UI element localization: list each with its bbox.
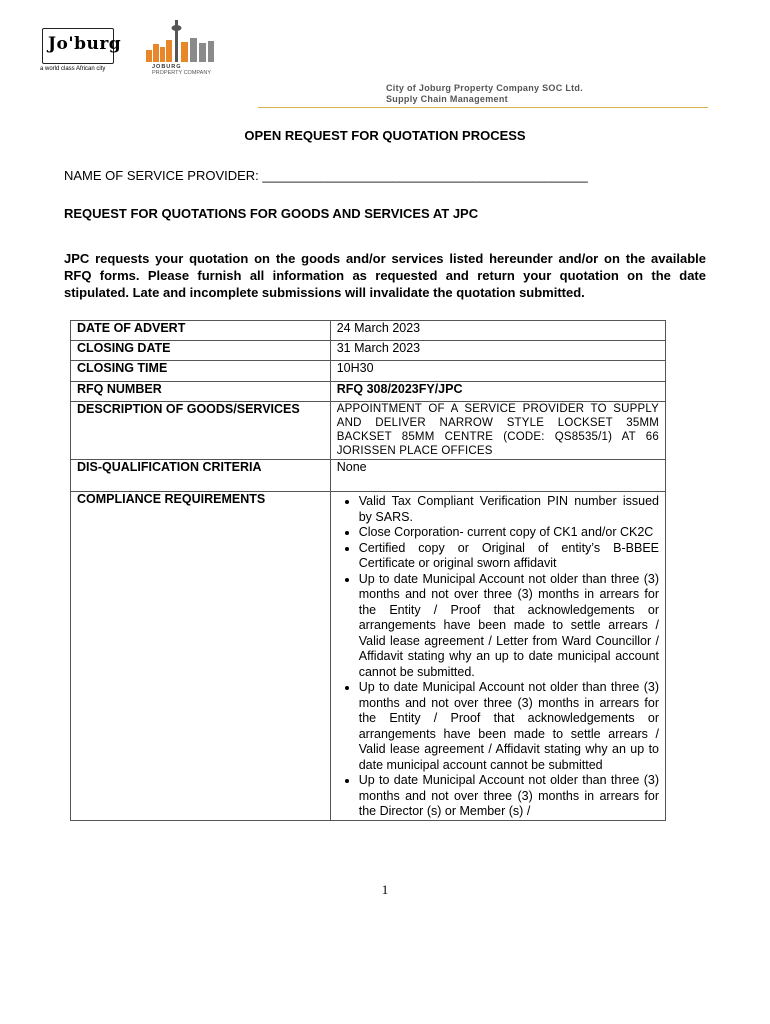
joburg-logo-tagline: a world class African city — [40, 66, 106, 72]
list-item: • Valid Tax Compliant Verification PIN number issued by SARS. — [359, 494, 659, 525]
jpc-logo-sub: PROPERTY COMPANY — [152, 70, 211, 76]
compliance-label: COMPLIANCE REQUIREMENTS — [71, 492, 331, 821]
table-row — [71, 321, 666, 341]
compliance-list — [337, 494, 659, 820]
row-label: DIS-QUALIFICATION CRITERIA — [71, 460, 331, 492]
rfq-details-table — [70, 320, 666, 821]
row-value: APPOINTMENT OF A SERVICE PROVIDER TO SUPPLY AND DELIVER NARROW STYLE LOCKSET 35MM BACKSET 85MM CENTRE (CODE: QS8535/1) AT 66 JORISSEN PLACE OFFICES — [330, 402, 665, 460]
row-value: RFQ 308/2023FY/JPC — [330, 382, 665, 402]
row-label: RFQ NUMBER — [71, 382, 331, 402]
table-row — [71, 382, 666, 402]
list-item: • Up to date Municipal Account not older than three (3) months and not over three (3) months in arrears for the Entity / Proof that acknowledgements or arrangements have been made to settle arrears / Valid lease agreement / Affidavit stating why an up to date municipal account cannot be submitted — [359, 680, 659, 773]
row-value: 31 March 2023 — [330, 341, 665, 361]
list-item: • Certified copy or Original of entity’s B-BBEE Certificate or original sworn affidavit — [359, 541, 659, 572]
intro-paragraph: JPC requests your quotation on the goods and/or services listed hereunder and/or on the available RFQ forms. Please furnish all information as requested and return your quotation on the date stipulated. Late and incomplete submissions will invalidate the quotation submitted. — [64, 251, 706, 300]
row-value: 24 March 2023 — [330, 321, 665, 341]
joburg-logo — [38, 24, 122, 78]
header-rule — [258, 107, 708, 108]
table-row — [71, 341, 666, 361]
document-subtitle: REQUEST FOR QUOTATIONS FOR GOODS AND SERVICES AT JPC — [64, 206, 479, 221]
document-title: OPEN REQUEST FOR QUOTATION PROCESS — [244, 128, 526, 143]
table-row — [71, 492, 666, 821]
page-number: 1 — [381, 882, 389, 897]
list-item: • Close Corporation- current copy of CK1 and/or CK2C — [359, 525, 659, 541]
joburg-logo-word: Jo'burg — [48, 34, 122, 54]
company-department: Supply Chain Management — [386, 94, 508, 104]
compliance-requirements — [330, 492, 665, 821]
table-row — [71, 402, 666, 460]
jpc-skyline-icon — [140, 16, 230, 64]
row-label: DESCRIPTION OF GOODS/SERVICES — [71, 402, 331, 460]
service-provider-name-line: NAME OF SERVICE PROVIDER: _____________________________________________ — [64, 168, 588, 183]
row-label: CLOSING TIME — [71, 361, 331, 382]
jpc-logo-caption — [152, 64, 211, 76]
jpc-logo-name: JOBURG — [152, 64, 182, 70]
list-item: • Up to date Municipal Account not older than three (3) months and not over three (3) months in arrears for the Director (s) or Member (s) / — [359, 773, 659, 820]
row-value: 10H30 — [330, 361, 665, 382]
table-row — [71, 460, 666, 492]
company-name: City of Joburg Property Company SOC Ltd. — [386, 83, 584, 93]
table-row — [71, 361, 666, 382]
list-item: • Up to date Municipal Account not older than three (3) months and not over three (3) months in arrears for the Entity / Proof that acknowledgements or arrangements have been made to settle arrears / Valid lease agreement / Letter from Ward Councillor / Affidavit stating why an up to date municipal account cannot be submitted. — [359, 572, 659, 681]
row-value: None — [330, 460, 665, 492]
jpc-logo — [140, 16, 230, 78]
company-header — [386, 83, 583, 105]
row-label: CLOSING DATE — [71, 341, 331, 361]
row-label: DATE OF ADVERT — [71, 321, 331, 341]
